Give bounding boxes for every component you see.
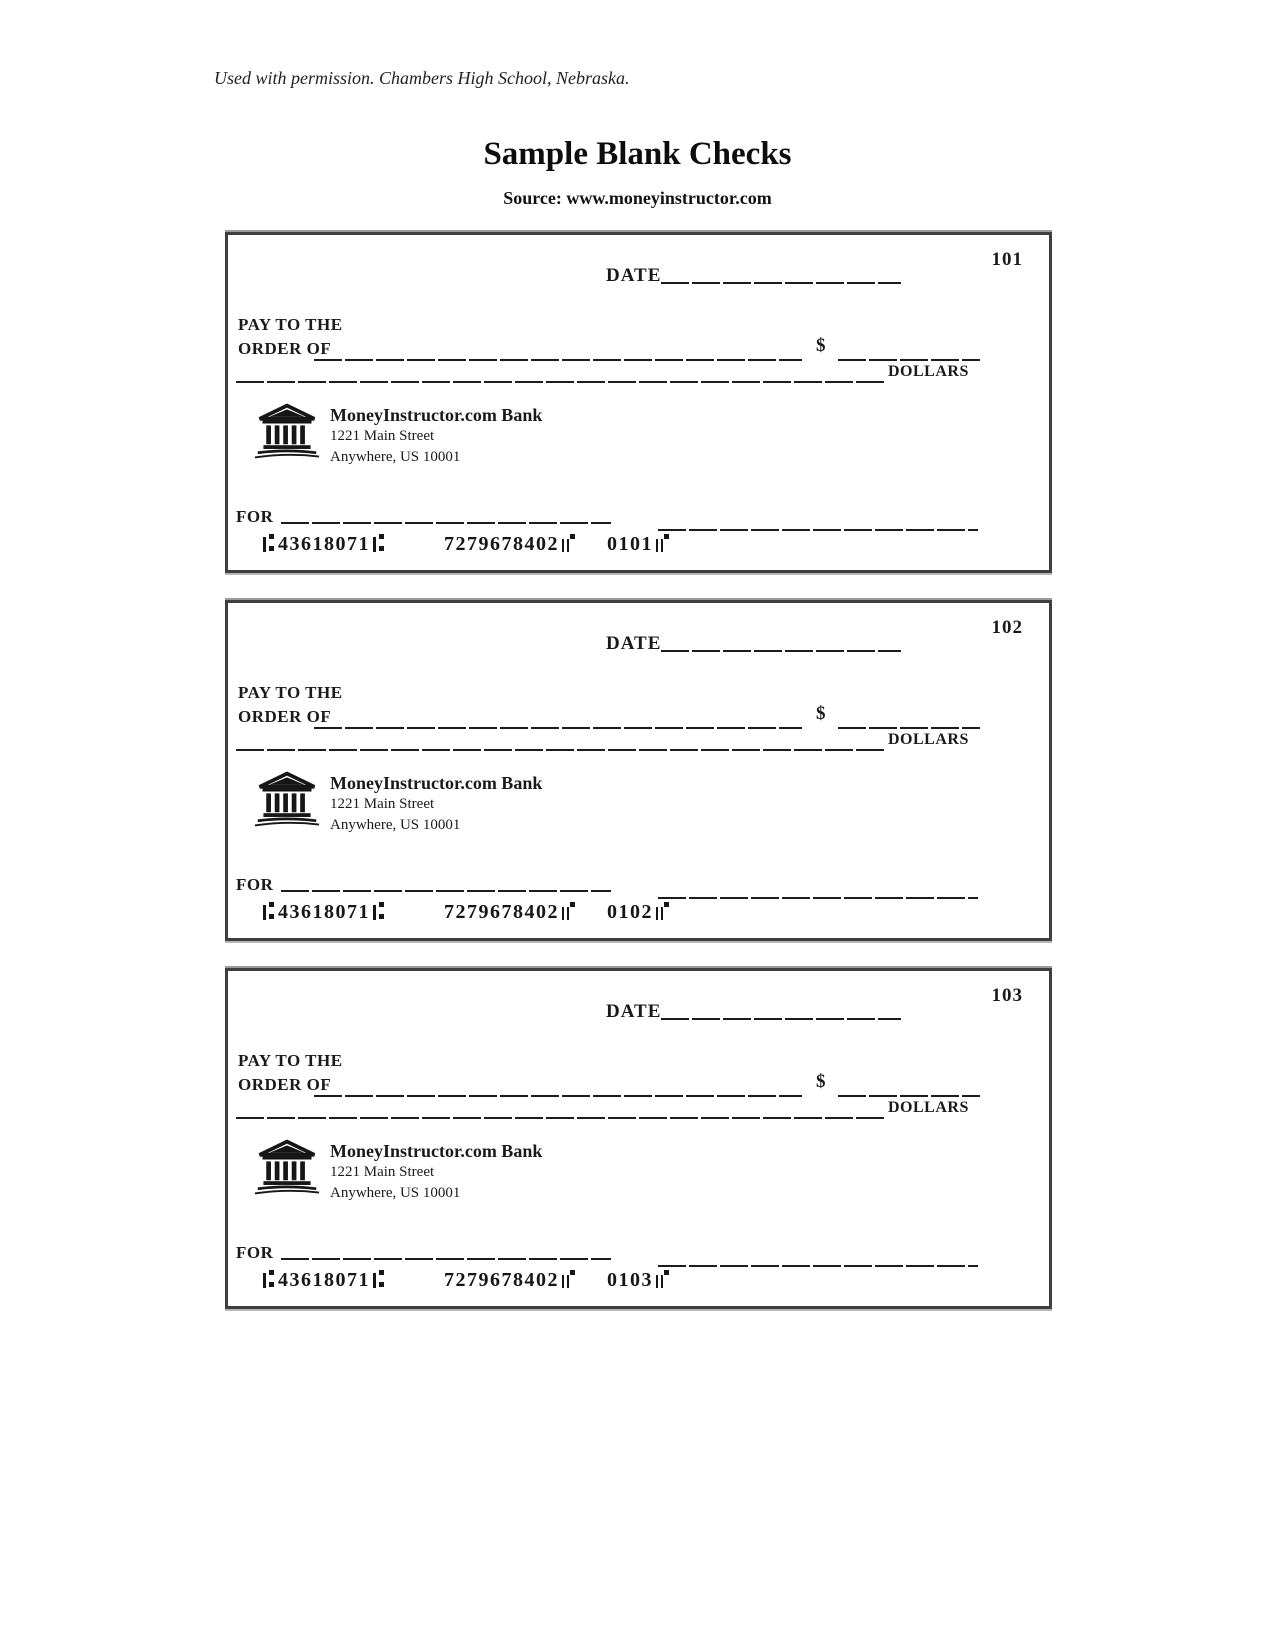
amount-line	[838, 1095, 980, 1097]
bank-name: MoneyInstructor.com Bank	[330, 1141, 543, 1161]
for-row	[236, 875, 611, 895]
dollar-sign: $	[816, 703, 826, 724]
payee-line	[314, 359, 802, 361]
order-of-label: ORDER OF	[238, 339, 332, 358]
signature-line	[658, 897, 978, 899]
signature-line	[658, 1265, 978, 1267]
micr-line	[260, 1269, 671, 1292]
check-101	[225, 232, 1052, 573]
order-of-label: ORDER OF	[238, 1075, 332, 1094]
for-row	[236, 507, 611, 527]
dollars-label: DOLLARS	[888, 363, 969, 380]
bank-building-icon	[254, 769, 320, 831]
dollars-label: DOLLARS	[888, 731, 969, 748]
bank-street: 1221 Main Street	[330, 796, 435, 812]
for-row	[236, 1243, 611, 1263]
bank-name: MoneyInstructor.com Bank	[330, 773, 543, 793]
amount-line	[838, 359, 980, 361]
micr-check-number: 0102	[607, 901, 653, 923]
bank-street: 1221 Main Street	[330, 428, 435, 444]
bank-street: 1221 Main Street	[330, 1164, 435, 1180]
micr-transit-icon	[372, 534, 386, 552]
micr-account-number: 7279678402	[444, 1269, 559, 1291]
micr-transit-icon	[372, 902, 386, 920]
micr-account-number: 7279678402	[444, 901, 559, 923]
micr-check-number: 0103	[607, 1269, 653, 1291]
micr-transit-icon	[262, 902, 276, 920]
memo-line	[281, 890, 611, 892]
date-line	[661, 650, 901, 652]
bank-address-block	[330, 1137, 542, 1204]
bank-name: MoneyInstructor.com Bank	[330, 405, 543, 425]
page-title: Sample Blank Checks	[483, 136, 792, 172]
date-line	[661, 282, 901, 284]
micr-onus-icon	[561, 1270, 575, 1288]
bank-address-block	[330, 401, 542, 468]
date-line	[661, 1018, 901, 1020]
amount-words-line	[236, 381, 884, 383]
micr-onus-icon	[655, 902, 669, 920]
dollar-sign: $	[816, 335, 826, 356]
check-102	[225, 600, 1052, 941]
micr-account-number: 7279678402	[444, 533, 559, 555]
date-label: DATE	[606, 633, 662, 654]
date-row	[606, 265, 901, 287]
micr-transit-icon	[262, 534, 276, 552]
micr-routing-number: 43618071	[278, 901, 370, 923]
date-row	[606, 1001, 901, 1023]
check-number: 101	[991, 249, 1023, 270]
bank-block	[254, 401, 542, 468]
micr-onus-icon	[561, 534, 575, 552]
pay-to-the-label: PAY TO THE	[238, 1051, 343, 1070]
bank-address-block	[330, 769, 542, 836]
payee-label	[238, 313, 343, 361]
check-number: 103	[991, 985, 1023, 1006]
pay-to-the-label: PAY TO THE	[238, 315, 343, 334]
micr-check-number: 0101	[607, 533, 653, 555]
source-line: Source: www.moneyinstructor.com	[503, 188, 772, 208]
micr-routing-number: 43618071	[278, 533, 370, 555]
micr-transit-icon	[262, 1270, 276, 1288]
check-103	[225, 968, 1052, 1309]
signature-line	[658, 529, 978, 531]
pay-to-the-label: PAY TO THE	[238, 683, 343, 702]
payee-label	[238, 681, 343, 729]
for-label: FOR	[236, 507, 274, 526]
micr-line	[260, 901, 671, 924]
payee-line	[314, 1095, 802, 1097]
date-row	[606, 633, 901, 655]
micr-routing-number: 43618071	[278, 1269, 370, 1291]
bank-block	[254, 1137, 542, 1204]
micr-onus-icon	[655, 1270, 669, 1288]
memo-line	[281, 1258, 611, 1260]
for-label: FOR	[236, 875, 274, 894]
for-label: FOR	[236, 1243, 274, 1262]
payee-line	[314, 727, 802, 729]
micr-transit-icon	[372, 1270, 386, 1288]
bank-building-icon	[254, 401, 320, 463]
memo-line	[281, 522, 611, 524]
bank-building-icon	[254, 1137, 320, 1199]
bank-city: Anywhere, US 10001	[330, 817, 461, 833]
permission-note: Used with permission. Chambers High School, Nebraska.	[214, 68, 630, 88]
date-label: DATE	[606, 265, 662, 286]
payee-label	[238, 1049, 343, 1097]
amount-line	[838, 727, 980, 729]
micr-onus-icon	[655, 534, 669, 552]
amount-words-line	[236, 1117, 884, 1119]
order-of-label: ORDER OF	[238, 707, 332, 726]
date-label: DATE	[606, 1001, 662, 1022]
micr-onus-icon	[561, 902, 575, 920]
micr-line	[260, 533, 671, 556]
dollars-label: DOLLARS	[888, 1099, 969, 1116]
bank-city: Anywhere, US 10001	[330, 1185, 461, 1201]
bank-city: Anywhere, US 10001	[330, 449, 461, 465]
dollar-sign: $	[816, 1071, 826, 1092]
amount-words-line	[236, 749, 884, 751]
bank-block	[254, 769, 542, 836]
check-number: 102	[991, 617, 1023, 638]
